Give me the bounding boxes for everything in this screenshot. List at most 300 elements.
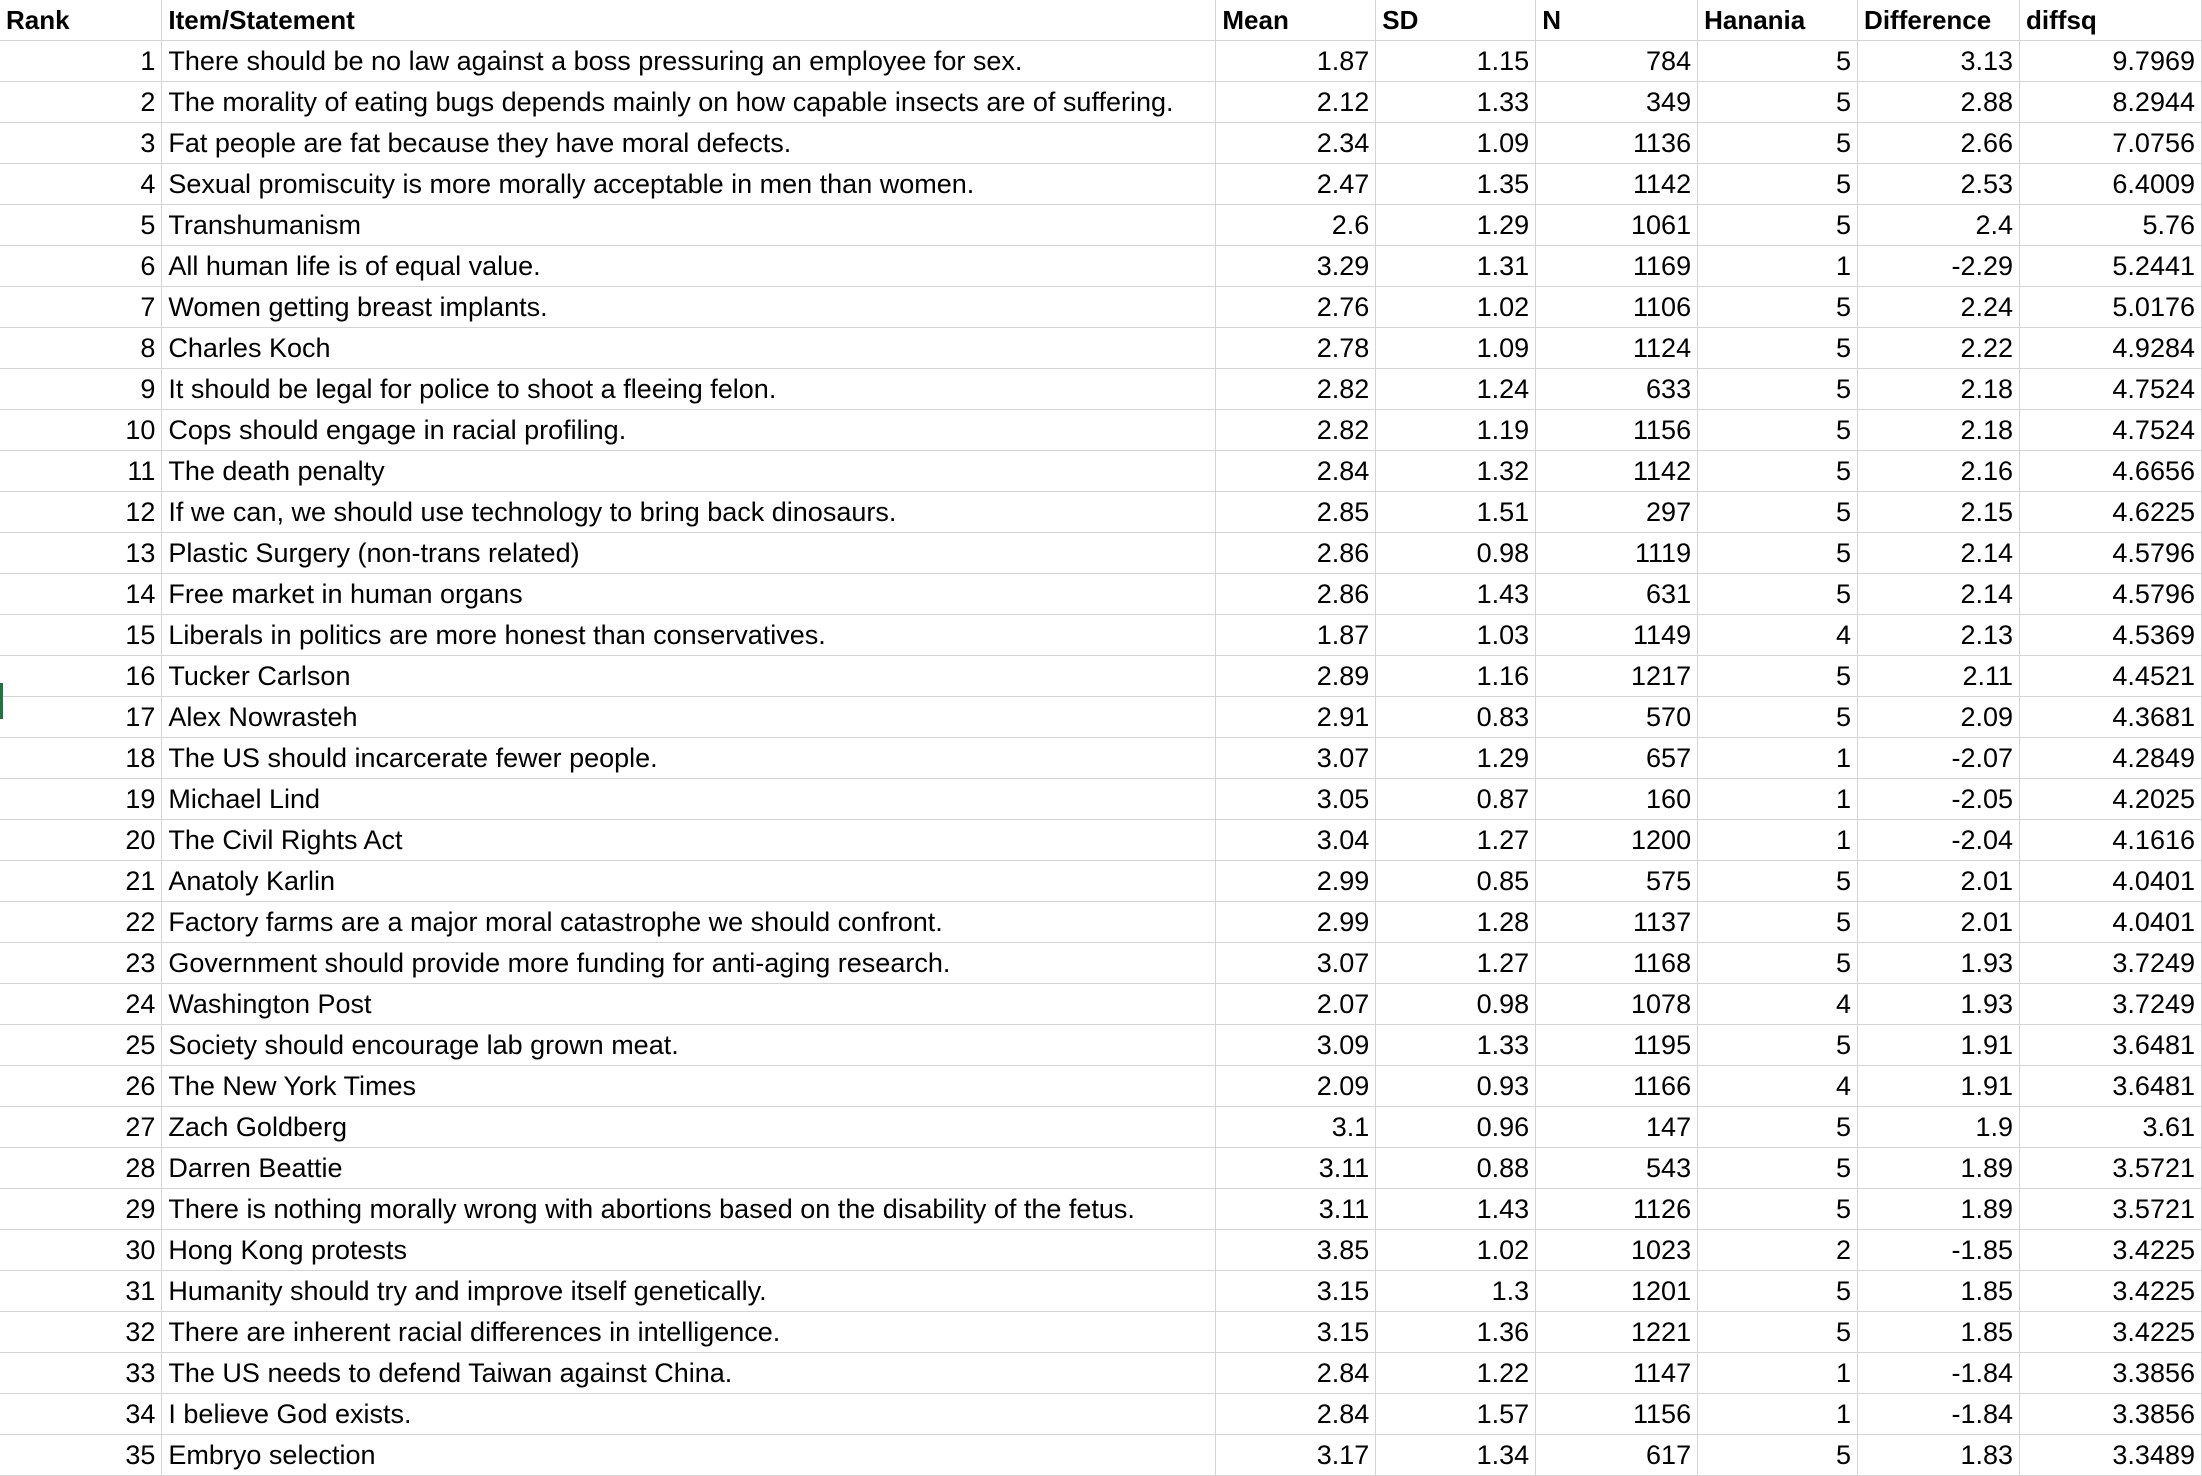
item-cell[interactable]: Sexual promiscuity is more morally acceptable in men than women.: [162, 164, 1216, 205]
difference-cell[interactable]: 2.24: [1858, 287, 2020, 328]
rank-cell[interactable]: 28: [0, 1148, 162, 1189]
mean-cell[interactable]: 2.47: [1216, 164, 1376, 205]
n-cell[interactable]: 631: [1536, 574, 1698, 615]
item-cell[interactable]: Women getting breast implants.: [162, 287, 1216, 328]
rank-cell[interactable]: 25: [0, 1025, 162, 1066]
hanania-cell[interactable]: 5: [1698, 943, 1858, 984]
difference-cell[interactable]: 2.14: [1858, 574, 2020, 615]
hanania-cell[interactable]: 5: [1698, 1435, 1858, 1476]
rank-cell[interactable]: 24: [0, 984, 162, 1025]
n-cell[interactable]: 1124: [1536, 328, 1698, 369]
sd-cell[interactable]: 1.27: [1376, 820, 1536, 861]
item-cell[interactable]: Fat people are fat because they have moral defects.: [162, 123, 1216, 164]
hanania-cell[interactable]: 1: [1698, 820, 1858, 861]
diffsq-cell[interactable]: 4.2025: [2020, 779, 2202, 820]
n-cell[interactable]: 1221: [1536, 1312, 1698, 1353]
n-cell[interactable]: 1078: [1536, 984, 1698, 1025]
hanania-cell[interactable]: 5: [1698, 1312, 1858, 1353]
rank-cell[interactable]: 33: [0, 1353, 162, 1394]
difference-cell[interactable]: 1.89: [1858, 1189, 2020, 1230]
rank-cell[interactable]: 30: [0, 1230, 162, 1271]
n-cell[interactable]: 657: [1536, 738, 1698, 779]
header-n[interactable]: N: [1536, 0, 1698, 41]
diffsq-cell[interactable]: 8.2944: [2020, 82, 2202, 123]
difference-cell[interactable]: 1.9: [1858, 1107, 2020, 1148]
rank-cell[interactable]: 34: [0, 1394, 162, 1435]
rank-cell[interactable]: 29: [0, 1189, 162, 1230]
sd-cell[interactable]: 1.19: [1376, 410, 1536, 451]
diffsq-cell[interactable]: 9.7969: [2020, 41, 2202, 82]
mean-cell[interactable]: 3.09: [1216, 1025, 1376, 1066]
rank-cell[interactable]: 14: [0, 574, 162, 615]
difference-cell[interactable]: 2.15: [1858, 492, 2020, 533]
header-difference[interactable]: Difference: [1858, 0, 2020, 41]
diffsq-cell[interactable]: 4.0401: [2020, 902, 2202, 943]
difference-cell[interactable]: 2.09: [1858, 697, 2020, 738]
item-cell[interactable]: Tucker Carlson: [162, 656, 1216, 697]
n-cell[interactable]: 784: [1536, 41, 1698, 82]
rank-cell[interactable]: 35: [0, 1435, 162, 1476]
header-hanania[interactable]: Hanania: [1698, 0, 1858, 41]
sd-cell[interactable]: 1.32: [1376, 451, 1536, 492]
diffsq-cell[interactable]: 5.76: [2020, 205, 2202, 246]
rank-cell[interactable]: 2: [0, 82, 162, 123]
difference-cell[interactable]: 2.11: [1858, 656, 2020, 697]
n-cell[interactable]: 1195: [1536, 1025, 1698, 1066]
diffsq-cell[interactable]: 4.7524: [2020, 369, 2202, 410]
diffsq-cell[interactable]: 4.0401: [2020, 861, 2202, 902]
hanania-cell[interactable]: 5: [1698, 1271, 1858, 1312]
mean-cell[interactable]: 2.82: [1216, 410, 1376, 451]
n-cell[interactable]: 543: [1536, 1148, 1698, 1189]
diffsq-cell[interactable]: 5.2441: [2020, 246, 2202, 287]
rank-cell[interactable]: 8: [0, 328, 162, 369]
item-cell[interactable]: I believe God exists.: [162, 1394, 1216, 1435]
diffsq-cell[interactable]: 4.9284: [2020, 328, 2202, 369]
diffsq-cell[interactable]: 3.5721: [2020, 1148, 2202, 1189]
diffsq-cell[interactable]: 3.5721: [2020, 1189, 2202, 1230]
rank-cell[interactable]: 22: [0, 902, 162, 943]
item-cell[interactable]: The Civil Rights Act: [162, 820, 1216, 861]
difference-cell[interactable]: -2.05: [1858, 779, 2020, 820]
diffsq-cell[interactable]: 4.4521: [2020, 656, 2202, 697]
hanania-cell[interactable]: 5: [1698, 492, 1858, 533]
difference-cell[interactable]: 1.85: [1858, 1271, 2020, 1312]
rank-cell[interactable]: 20: [0, 820, 162, 861]
table-row: [0, 533, 2202, 574]
mean-cell[interactable]: 2.12: [1216, 82, 1376, 123]
hanania-cell[interactable]: 5: [1698, 369, 1858, 410]
item-cell[interactable]: All human life is of equal value.: [162, 246, 1216, 287]
sd-cell[interactable]: 1.43: [1376, 574, 1536, 615]
hanania-cell[interactable]: 1: [1698, 1394, 1858, 1435]
item-cell[interactable]: Washington Post: [162, 984, 1216, 1025]
diffsq-cell[interactable]: 4.6225: [2020, 492, 2202, 533]
table-row: [0, 82, 2202, 123]
diffsq-cell[interactable]: 4.3681: [2020, 697, 2202, 738]
n-cell[interactable]: 1156: [1536, 410, 1698, 451]
diffsq-cell[interactable]: 4.5369: [2020, 615, 2202, 656]
difference-cell[interactable]: 1.93: [1858, 943, 2020, 984]
sd-cell[interactable]: 1.03: [1376, 615, 1536, 656]
sd-cell[interactable]: 1.28: [1376, 902, 1536, 943]
rank-cell[interactable]: 12: [0, 492, 162, 533]
rank-cell[interactable]: 26: [0, 1066, 162, 1107]
diffsq-cell[interactable]: 4.5796: [2020, 574, 2202, 615]
mean-cell[interactable]: 3.05: [1216, 779, 1376, 820]
mean-cell[interactable]: 2.85: [1216, 492, 1376, 533]
sd-cell[interactable]: 0.87: [1376, 779, 1536, 820]
mean-cell[interactable]: 1.87: [1216, 615, 1376, 656]
difference-cell[interactable]: 1.93: [1858, 984, 2020, 1025]
sd-cell[interactable]: 1.29: [1376, 738, 1536, 779]
table-row: [0, 41, 2202, 82]
diffsq-cell[interactable]: 3.3856: [2020, 1353, 2202, 1394]
item-cell[interactable]: Humanity should try and improve itself genetically.: [162, 1271, 1216, 1312]
item-cell[interactable]: Liberals in politics are more honest than conservatives.: [162, 615, 1216, 656]
sd-cell[interactable]: 1.27: [1376, 943, 1536, 984]
difference-cell[interactable]: -2.04: [1858, 820, 2020, 861]
rank-cell[interactable]: 27: [0, 1107, 162, 1148]
header-sd[interactable]: SD: [1376, 0, 1536, 41]
rank-cell[interactable]: 17: [0, 697, 162, 738]
rank-cell[interactable]: 11: [0, 451, 162, 492]
sd-cell[interactable]: 0.83: [1376, 697, 1536, 738]
sd-cell[interactable]: 1.02: [1376, 287, 1536, 328]
hanania-cell[interactable]: 5: [1698, 656, 1858, 697]
mean-cell[interactable]: 2.84: [1216, 451, 1376, 492]
difference-cell[interactable]: -1.84: [1858, 1353, 2020, 1394]
sd-cell[interactable]: 1.02: [1376, 1230, 1536, 1271]
hanania-cell[interactable]: 5: [1698, 123, 1858, 164]
rank-cell[interactable]: 19: [0, 779, 162, 820]
rank-cell[interactable]: 32: [0, 1312, 162, 1353]
n-cell[interactable]: 1136: [1536, 123, 1698, 164]
difference-cell[interactable]: 1.91: [1858, 1025, 2020, 1066]
table-row: [0, 492, 2202, 533]
n-cell[interactable]: 160: [1536, 779, 1698, 820]
n-cell[interactable]: 1061: [1536, 205, 1698, 246]
difference-cell[interactable]: 1.83: [1858, 1435, 2020, 1476]
table-row: [0, 1271, 2202, 1312]
item-cell[interactable]: Michael Lind: [162, 779, 1216, 820]
hanania-cell[interactable]: 5: [1698, 41, 1858, 82]
rank-cell[interactable]: 13: [0, 533, 162, 574]
item-cell[interactable]: Embryo selection: [162, 1435, 1216, 1476]
mean-cell[interactable]: 1.87: [1216, 41, 1376, 82]
difference-cell[interactable]: 1.91: [1858, 1066, 2020, 1107]
rank-cell[interactable]: 18: [0, 738, 162, 779]
mean-cell[interactable]: 2.86: [1216, 533, 1376, 574]
difference-cell[interactable]: -2.29: [1858, 246, 2020, 287]
sd-cell[interactable]: 1.36: [1376, 1312, 1536, 1353]
mean-cell[interactable]: 3.85: [1216, 1230, 1376, 1271]
item-cell[interactable]: The morality of eating bugs depends mainly on how capable insects are of suffering.: [162, 82, 1216, 123]
rank-cell[interactable]: 1: [0, 41, 162, 82]
rank-cell[interactable]: 10: [0, 410, 162, 451]
mean-cell[interactable]: 2.09: [1216, 1066, 1376, 1107]
n-cell[interactable]: 1217: [1536, 656, 1698, 697]
item-cell[interactable]: It should be legal for police to shoot a fleeing felon.: [162, 369, 1216, 410]
diffsq-cell[interactable]: 3.6481: [2020, 1025, 2202, 1066]
sd-cell[interactable]: 1.29: [1376, 205, 1536, 246]
header-rank[interactable]: Rank: [0, 0, 162, 41]
mean-cell[interactable]: 3.15: [1216, 1271, 1376, 1312]
sd-cell[interactable]: 0.88: [1376, 1148, 1536, 1189]
rank-cell[interactable]: 23: [0, 943, 162, 984]
n-cell[interactable]: 1201: [1536, 1271, 1698, 1312]
item-cell[interactable]: Society should encourage lab grown meat.: [162, 1025, 1216, 1066]
diffsq-cell[interactable]: 3.4225: [2020, 1230, 2202, 1271]
diffsq-cell[interactable]: 4.5796: [2020, 533, 2202, 574]
sd-cell[interactable]: 1.22: [1376, 1353, 1536, 1394]
n-cell[interactable]: 575: [1536, 861, 1698, 902]
sd-cell[interactable]: 0.98: [1376, 984, 1536, 1025]
difference-cell[interactable]: 2.01: [1858, 861, 2020, 902]
diffsq-cell[interactable]: 4.2849: [2020, 738, 2202, 779]
n-cell[interactable]: 147: [1536, 1107, 1698, 1148]
rank-cell[interactable]: 6: [0, 246, 162, 287]
item-cell[interactable]: Hong Kong protests: [162, 1230, 1216, 1271]
diffsq-cell[interactable]: 3.61: [2020, 1107, 2202, 1148]
difference-cell[interactable]: 2.4: [1858, 205, 2020, 246]
n-cell[interactable]: 1142: [1536, 164, 1698, 205]
item-cell[interactable]: Transhumanism: [162, 205, 1216, 246]
mean-cell[interactable]: 3.29: [1216, 246, 1376, 287]
mean-cell[interactable]: 2.84: [1216, 1353, 1376, 1394]
item-cell[interactable]: The US should incarcerate fewer people.: [162, 738, 1216, 779]
hanania-cell[interactable]: 5: [1698, 1025, 1858, 1066]
mean-cell[interactable]: 3.11: [1216, 1148, 1376, 1189]
n-cell[interactable]: 1106: [1536, 287, 1698, 328]
difference-cell[interactable]: 2.01: [1858, 902, 2020, 943]
difference-cell[interactable]: 2.66: [1858, 123, 2020, 164]
sd-cell[interactable]: 1.3: [1376, 1271, 1536, 1312]
sd-cell[interactable]: 1.24: [1376, 369, 1536, 410]
n-cell[interactable]: 617: [1536, 1435, 1698, 1476]
sd-cell[interactable]: 1.51: [1376, 492, 1536, 533]
hanania-cell[interactable]: 5: [1698, 861, 1858, 902]
n-cell[interactable]: 1166: [1536, 1066, 1698, 1107]
header-row: [0, 0, 2202, 41]
sd-cell[interactable]: 1.57: [1376, 1394, 1536, 1435]
n-cell[interactable]: 1168: [1536, 943, 1698, 984]
sd-cell[interactable]: 1.33: [1376, 1025, 1536, 1066]
diffsq-cell[interactable]: 7.0756: [2020, 123, 2202, 164]
item-cell[interactable]: There are inherent racial differences in intelligence.: [162, 1312, 1216, 1353]
diffsq-cell[interactable]: 4.7524: [2020, 410, 2202, 451]
diffsq-cell[interactable]: 6.4009: [2020, 164, 2202, 205]
n-cell[interactable]: 297: [1536, 492, 1698, 533]
hanania-cell[interactable]: 1: [1698, 246, 1858, 287]
mean-cell[interactable]: 3.07: [1216, 943, 1376, 984]
hanania-cell[interactable]: 5: [1698, 1148, 1858, 1189]
item-cell[interactable]: The US needs to defend Taiwan against China.: [162, 1353, 1216, 1394]
difference-cell[interactable]: 2.13: [1858, 615, 2020, 656]
table-row: [0, 246, 2202, 287]
diffsq-cell[interactable]: 4.1616: [2020, 820, 2202, 861]
sd-cell[interactable]: 1.31: [1376, 246, 1536, 287]
item-cell[interactable]: The New York Times: [162, 1066, 1216, 1107]
mean-cell[interactable]: 2.89: [1216, 656, 1376, 697]
difference-cell[interactable]: 2.14: [1858, 533, 2020, 574]
item-cell[interactable]: Zach Goldberg: [162, 1107, 1216, 1148]
rank-cell[interactable]: 3: [0, 123, 162, 164]
hanania-cell[interactable]: 5: [1698, 697, 1858, 738]
sd-cell[interactable]: 1.16: [1376, 656, 1536, 697]
diffsq-cell[interactable]: 3.6481: [2020, 1066, 2202, 1107]
difference-cell[interactable]: 2.88: [1858, 82, 2020, 123]
n-cell[interactable]: 570: [1536, 697, 1698, 738]
sd-cell[interactable]: 1.34: [1376, 1435, 1536, 1476]
difference-cell[interactable]: -2.07: [1858, 738, 2020, 779]
hanania-cell[interactable]: 5: [1698, 328, 1858, 369]
mean-cell[interactable]: 2.6: [1216, 205, 1376, 246]
item-cell[interactable]: Plastic Surgery (non-trans related): [162, 533, 1216, 574]
diffsq-cell[interactable]: 4.6656: [2020, 451, 2202, 492]
difference-cell[interactable]: 2.22: [1858, 328, 2020, 369]
hanania-cell[interactable]: 5: [1698, 410, 1858, 451]
hanania-cell[interactable]: 5: [1698, 82, 1858, 123]
table-row: [0, 984, 2202, 1025]
hanania-cell[interactable]: 5: [1698, 1107, 1858, 1148]
n-cell[interactable]: 1200: [1536, 820, 1698, 861]
hanania-cell[interactable]: 5: [1698, 164, 1858, 205]
mean-cell[interactable]: 2.78: [1216, 328, 1376, 369]
sd-cell[interactable]: 0.98: [1376, 533, 1536, 574]
rank-cell[interactable]: 7: [0, 287, 162, 328]
difference-cell[interactable]: 1.89: [1858, 1148, 2020, 1189]
sd-cell[interactable]: 0.93: [1376, 1066, 1536, 1107]
mean-cell[interactable]: 3.1: [1216, 1107, 1376, 1148]
difference-cell[interactable]: 1.85: [1858, 1312, 2020, 1353]
item-cell[interactable]: There is nothing morally wrong with abortions based on the disability of the fetus.: [162, 1189, 1216, 1230]
hanania-cell[interactable]: 5: [1698, 902, 1858, 943]
difference-cell[interactable]: 2.18: [1858, 369, 2020, 410]
mean-cell[interactable]: 3.15: [1216, 1312, 1376, 1353]
n-cell[interactable]: 1119: [1536, 533, 1698, 574]
sd-cell[interactable]: 1.09: [1376, 328, 1536, 369]
mean-cell[interactable]: 2.34: [1216, 123, 1376, 164]
hanania-cell[interactable]: 5: [1698, 533, 1858, 574]
hanania-cell[interactable]: 5: [1698, 574, 1858, 615]
table-row: [0, 328, 2202, 369]
sd-cell[interactable]: 0.85: [1376, 861, 1536, 902]
mean-cell[interactable]: 2.86: [1216, 574, 1376, 615]
mean-cell[interactable]: 2.99: [1216, 861, 1376, 902]
n-cell[interactable]: 1169: [1536, 246, 1698, 287]
item-cell[interactable]: Free market in human organs: [162, 574, 1216, 615]
diffsq-cell[interactable]: 3.4225: [2020, 1271, 2202, 1312]
hanania-cell[interactable]: 1: [1698, 1353, 1858, 1394]
diffsq-cell[interactable]: 3.3856: [2020, 1394, 2202, 1435]
mean-cell[interactable]: 2.84: [1216, 1394, 1376, 1435]
rank-cell[interactable]: 31: [0, 1271, 162, 1312]
n-cell[interactable]: 1147: [1536, 1353, 1698, 1394]
item-cell[interactable]: The death penalty: [162, 451, 1216, 492]
item-cell[interactable]: Anatoly Karlin: [162, 861, 1216, 902]
hanania-cell[interactable]: 2: [1698, 1230, 1858, 1271]
hanania-cell[interactable]: 4: [1698, 984, 1858, 1025]
n-cell[interactable]: 633: [1536, 369, 1698, 410]
rank-cell[interactable]: 15: [0, 615, 162, 656]
mean-cell[interactable]: 3.07: [1216, 738, 1376, 779]
rank-cell[interactable]: 16: [0, 656, 162, 697]
mean-cell[interactable]: 2.82: [1216, 369, 1376, 410]
item-cell[interactable]: Charles Koch: [162, 328, 1216, 369]
table-row: [0, 1066, 2202, 1107]
n-cell[interactable]: 1156: [1536, 1394, 1698, 1435]
difference-cell[interactable]: 2.53: [1858, 164, 2020, 205]
diffsq-cell[interactable]: 3.7249: [2020, 943, 2202, 984]
rank-cell[interactable]: 4: [0, 164, 162, 205]
rank-cell[interactable]: 9: [0, 369, 162, 410]
mean-cell[interactable]: 3.11: [1216, 1189, 1376, 1230]
item-cell[interactable]: Factory farms are a major moral catastrophe we should confront.: [162, 902, 1216, 943]
hanania-cell[interactable]: 5: [1698, 287, 1858, 328]
hanania-cell[interactable]: 1: [1698, 738, 1858, 779]
sd-cell[interactable]: 1.43: [1376, 1189, 1536, 1230]
item-cell[interactable]: If we can, we should use technology to bring back dinosaurs.: [162, 492, 1216, 533]
rank-cell[interactable]: 5: [0, 205, 162, 246]
sd-cell[interactable]: 0.96: [1376, 1107, 1536, 1148]
header-mean[interactable]: Mean: [1216, 0, 1376, 41]
item-cell[interactable]: Darren Beattie: [162, 1148, 1216, 1189]
sd-cell[interactable]: 1.09: [1376, 123, 1536, 164]
mean-cell[interactable]: 3.04: [1216, 820, 1376, 861]
sd-cell[interactable]: 1.35: [1376, 164, 1536, 205]
diffsq-cell[interactable]: 3.3489: [2020, 1435, 2202, 1476]
n-cell[interactable]: 1142: [1536, 451, 1698, 492]
difference-cell[interactable]: -1.85: [1858, 1230, 2020, 1271]
header-item[interactable]: Item/Statement: [162, 0, 1216, 41]
sd-cell[interactable]: 1.15: [1376, 41, 1536, 82]
hanania-cell[interactable]: 5: [1698, 1189, 1858, 1230]
item-cell[interactable]: Cops should engage in racial profiling.: [162, 410, 1216, 451]
n-cell[interactable]: 1149: [1536, 615, 1698, 656]
difference-cell[interactable]: 2.18: [1858, 410, 2020, 451]
item-cell[interactable]: Alex Nowrasteh: [162, 697, 1216, 738]
mean-cell[interactable]: 2.91: [1216, 697, 1376, 738]
mean-cell[interactable]: 3.17: [1216, 1435, 1376, 1476]
sd-cell[interactable]: 1.33: [1376, 82, 1536, 123]
n-cell[interactable]: 1137: [1536, 902, 1698, 943]
difference-cell[interactable]: 2.16: [1858, 451, 2020, 492]
table-row: [0, 656, 2202, 697]
hanania-cell[interactable]: 5: [1698, 451, 1858, 492]
hanania-cell[interactable]: 5: [1698, 205, 1858, 246]
item-cell[interactable]: There should be no law against a boss pressuring an employee for sex.: [162, 41, 1216, 82]
n-cell[interactable]: 349: [1536, 82, 1698, 123]
diffsq-cell[interactable]: 5.0176: [2020, 287, 2202, 328]
mean-cell[interactable]: 2.07: [1216, 984, 1376, 1025]
header-diffsq[interactable]: diffsq: [2020, 0, 2202, 41]
hanania-cell[interactable]: 4: [1698, 615, 1858, 656]
hanania-cell[interactable]: 1: [1698, 779, 1858, 820]
hanania-cell[interactable]: 4: [1698, 1066, 1858, 1107]
diffsq-cell[interactable]: 3.4225: [2020, 1312, 2202, 1353]
diffsq-cell[interactable]: 3.7249: [2020, 984, 2202, 1025]
table-row: [0, 451, 2202, 492]
mean-cell[interactable]: 2.99: [1216, 902, 1376, 943]
item-cell[interactable]: Government should provide more funding for anti-aging research.: [162, 943, 1216, 984]
rank-cell[interactable]: 21: [0, 861, 162, 902]
n-cell[interactable]: 1023: [1536, 1230, 1698, 1271]
mean-cell[interactable]: 2.76: [1216, 287, 1376, 328]
difference-cell[interactable]: -1.84: [1858, 1394, 2020, 1435]
n-cell[interactable]: 1126: [1536, 1189, 1698, 1230]
difference-cell[interactable]: 3.13: [1858, 41, 2020, 82]
